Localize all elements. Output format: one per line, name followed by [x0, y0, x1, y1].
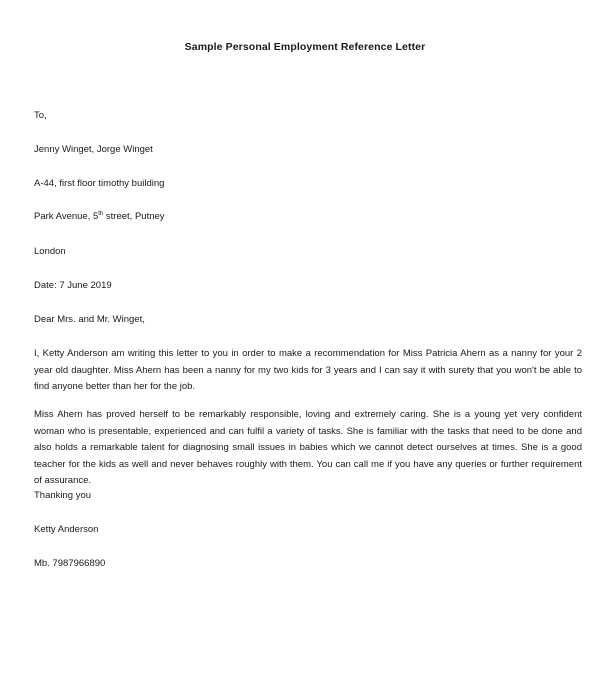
greeting: Dear Mrs. and Mr. Winget,	[34, 314, 145, 325]
address-line-2-superscript: th	[98, 210, 104, 217]
address-line-2	[34, 211, 165, 222]
paragraph-2: Miss Ahern has proved herself to be remarkably responsible, loving and extremely caring. She is a young yet very confident woman who is presentable, experienced and can fulfil a variety of tasks. She is familiar with the tasks that need to be done and also holds a remarkable talent for diagnosing small issues in babies which we cannot detect ourselves at times. She is a good teacher for the kids as well and never behaves roughly with them. You can call me if you have any queries or further requirement of assurance.	[34, 409, 582, 486]
address-line-2-suffix: street, Putney	[103, 211, 165, 222]
salutation-to: To,	[34, 110, 47, 121]
closing: Thanking you	[34, 490, 92, 501]
paragraph-1: I, Ketty Anderson am writing this letter to you in order to make a recommendation for Miss Patricia Ahern as a nanny for your 2 year old daughter. Miss Ahern has been a nanny for my two kids for 3 years and I can say it with surety that you won't be able to find anyone better than her for the job.	[34, 348, 582, 392]
document-title: Sample Personal Employment Reference Letter	[184, 41, 426, 53]
address-line-2-prefix: Park Avenue, 5	[34, 211, 99, 222]
address-line-1: A-44, first floor timothy building	[34, 178, 165, 189]
signature-name: Ketty Anderson	[34, 524, 99, 535]
phone-number: Mb. 7987966890	[34, 558, 106, 569]
letter-date: Date: 7 June 2019	[34, 280, 112, 291]
city: London	[34, 246, 66, 257]
recipient-names: Jenny Winget, Jorge Winget	[34, 144, 153, 155]
